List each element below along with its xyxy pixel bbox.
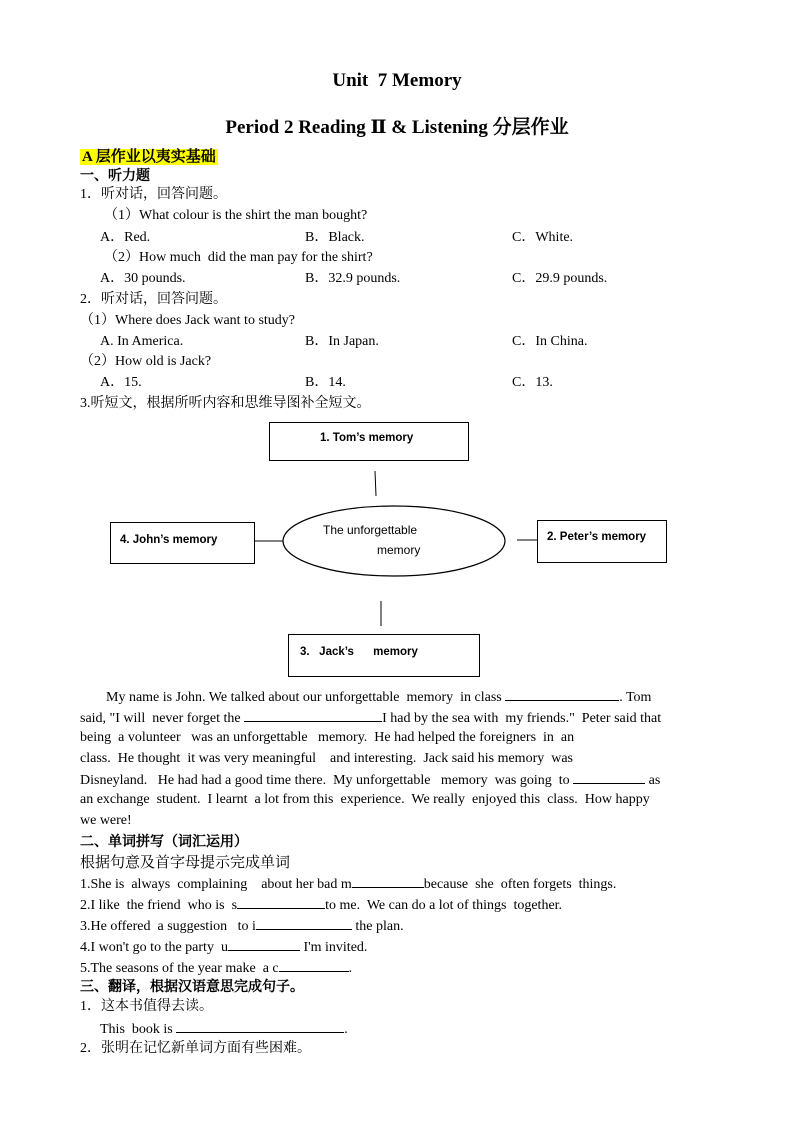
q2-sub1-option-a: A. In America. [100, 334, 184, 349]
translation-2-cn: 2．张明在记忆新单词方面有些困难。 [80, 1041, 311, 1056]
passage-line-7: we were! [80, 813, 132, 828]
translation-1-cn: 1．这本书值得去读。 [80, 999, 213, 1014]
passage-l1-end: . Tom [619, 690, 652, 705]
spelling-2-text: 2.I like the friend who is s [80, 898, 238, 913]
spelling-1-text: 1.She is always complaining about her bad m [80, 877, 352, 892]
spelling-4-end: I'm invited. [299, 940, 368, 955]
q3-prompt: 3.听短文，根据所听内容和思维导图补全短文。 [80, 396, 371, 411]
q1-sub1-option-c: C．White. [512, 230, 574, 245]
spelling-4-blank[interactable] [228, 936, 300, 951]
q2-sub2-option-c: C．13. [512, 375, 553, 390]
connector-top [375, 471, 376, 496]
box-tom-label: 1. Tom’s memory [320, 432, 414, 444]
spelling-5-end: . [348, 961, 353, 976]
blank-2[interactable] [244, 707, 382, 722]
spelling-3-blank[interactable] [256, 915, 352, 930]
q1-sub1-option-a: A．Red. [100, 230, 151, 245]
spelling-1 [80, 873, 616, 895]
passage-line-3: being a volunteer was an unforgettable memory. He had helped the foreigners in an [80, 730, 575, 745]
center-line-2: memory [377, 543, 421, 557]
mindmap-box-jack [288, 634, 480, 677]
spelling-4-text: 4.I won't go to the party u [80, 940, 228, 955]
mindmap-box-john [110, 522, 255, 564]
passage-line-6: an exchange student. I learnt a lot from this experience. We really enjoyed this class. How happy [80, 792, 650, 807]
translation-1-en [100, 1018, 348, 1040]
center-line-1: The unforgettable [323, 523, 418, 537]
spelling-3-end: the plan. [351, 919, 404, 934]
q2-sub1-option-c: C．In China. [512, 334, 588, 349]
q2-sub2-option-a: A．15. [100, 375, 142, 390]
box-jack-label: 3. Jack’s memory [300, 646, 418, 658]
passage-l5-text: Disneyland. He had had a good time there. My unforgettable memory was going to [80, 773, 570, 788]
q2-sub1-option-b: B．In Japan. [305, 334, 379, 349]
center-ellipse [283, 506, 505, 576]
q1-sub2: （2）How much did the man pay for the shirt? [104, 250, 373, 265]
spelling-1-end: because she often forgets things. [423, 877, 617, 892]
q1-sub1: （1）What colour is the shirt the man bought? [104, 208, 368, 223]
spelling-2 [80, 894, 562, 916]
level-a-highlight: A 层作业以夷实基础 [82, 149, 216, 165]
mindmap-box-peter [537, 520, 667, 563]
blank-3[interactable] [573, 769, 645, 784]
section-spelling-instruction: 根据句意及首字母提示完成单词 [80, 855, 291, 871]
passage-l2-text: said, "I will never forget the [80, 711, 241, 726]
page-title: Unit 7 Memory [332, 70, 462, 91]
passage-line-5 [80, 769, 660, 791]
q2-prompt: 2．听对话，回答问题。 [80, 292, 227, 307]
box-peter-label: 2. Peter’s memory [547, 531, 647, 543]
section-spelling-heading: 二、单词拼写（词汇运用） [80, 835, 248, 850]
q1-sub2-option-b: B．32.9 pounds. [305, 271, 401, 286]
passage-line-1 [106, 686, 651, 708]
q1-sub2-option-a: A．30 pounds. [100, 271, 186, 286]
section-translation-heading: 三、翻译，根据汉语意思完成句子。 [80, 980, 304, 995]
q1-prompt: 1．听对话，回答问题。 [80, 187, 227, 202]
box-john-label: 4. John’s memory [120, 534, 218, 546]
translation-1-end: . [344, 1022, 348, 1037]
translation-1-blank[interactable] [176, 1018, 344, 1033]
spelling-1-blank[interactable] [352, 873, 424, 888]
q1-sub1-option-b: B．Black. [305, 230, 365, 245]
spelling-5-text: 5.The seasons of the year make a c [80, 961, 279, 976]
passage-line-2 [80, 707, 661, 729]
q2-sub2-option-b: B．14. [305, 375, 346, 390]
passage-l1-text: My name is John. We talked about our unforgettable memory in class [106, 690, 502, 705]
q2-sub1: （1）Where does Jack want to study? [80, 313, 295, 328]
mindmap-box-tom [269, 422, 469, 461]
section-listening-heading: 一、听力题 [80, 169, 150, 184]
passage-l5-end: as [648, 773, 661, 788]
passage-line-4: class. He thought it was very meaningful and interesting. Jack said his memory was [80, 751, 574, 766]
q1-sub2-option-c: C．29.9 pounds. [512, 271, 608, 286]
blank-1[interactable] [505, 686, 619, 701]
page-subtitle: Period 2 Reading Ⅱ & Listening 分层作业 [225, 117, 569, 138]
q2-sub2: （2）How old is Jack? [80, 354, 212, 369]
spelling-3 [80, 915, 404, 937]
passage-l2-end: I had by the sea with my friends." Peter said that [382, 711, 662, 726]
spelling-4 [80, 936, 367, 958]
spelling-3-text: 3.He offered a suggestion to i [80, 919, 256, 934]
spelling-5-blank[interactable] [279, 957, 349, 972]
spelling-2-blank[interactable] [237, 894, 325, 909]
spelling-2-end: to me. We can do a lot of things together. [325, 898, 563, 913]
translation-1-text: This book is [100, 1022, 173, 1037]
